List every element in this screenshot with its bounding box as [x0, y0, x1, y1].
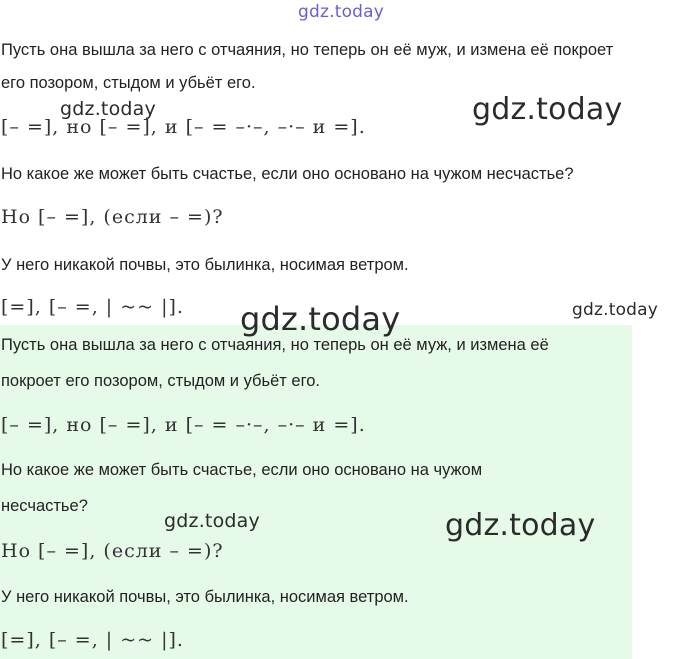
answer-sentence-1-line-2: покроет его позором, стыдом и убьёт его. — [1, 372, 320, 390]
sentence-2: Но какое же может быть счастье, если оно основано на чужом несчастье? — [1, 165, 574, 183]
answer-sentence-2-line-1: Но какое же может быть счастье, если оно основано на чужом — [1, 461, 483, 479]
watermark: gdz.today — [60, 98, 156, 120]
watermark: gdz.today — [572, 300, 659, 320]
scheme-3: [=], [– =, | ~~ |]. — [1, 296, 184, 318]
answer-sentence-2-line-2: несчастье? — [1, 497, 88, 515]
scheme-1: [– =], но [– =], и [– = –·–, –·– и =]. — [1, 116, 366, 138]
scheme-2: Но [– =], (если – =)? — [1, 206, 224, 228]
watermark: gdz.today — [164, 510, 260, 532]
answer-scheme-1: [– =], но [– =], и [– = –·–, –·– и =]. — [1, 414, 366, 436]
sentence-3: У него никакой почвы, это былинка, носимая ветром. — [1, 256, 409, 274]
sentence-1-line-2: его позором, стыдом и убьёт его. — [1, 74, 256, 92]
watermark: gdz.today — [240, 300, 401, 338]
answer-sentence-1-line-1: Пусть она вышла за него с отчаяния, но теперь он её муж, и измена её — [1, 336, 549, 354]
answer-sentence-3: У него никакой почвы, это былинка, носимая ветром. — [1, 588, 409, 606]
watermark: gdz.today — [472, 92, 623, 127]
watermark: gdz.today — [445, 508, 596, 543]
sentence-1-line-1: Пусть она вышла за него с отчаяния, но теперь он её муж, и измена её покроет — [1, 41, 614, 59]
answer-scheme-2: Но [– =], (если – =)? — [1, 540, 224, 562]
answer-scheme-3: [=], [– =, | ~~ |]. — [1, 629, 184, 651]
watermark-top: gdz.today — [298, 2, 385, 22]
